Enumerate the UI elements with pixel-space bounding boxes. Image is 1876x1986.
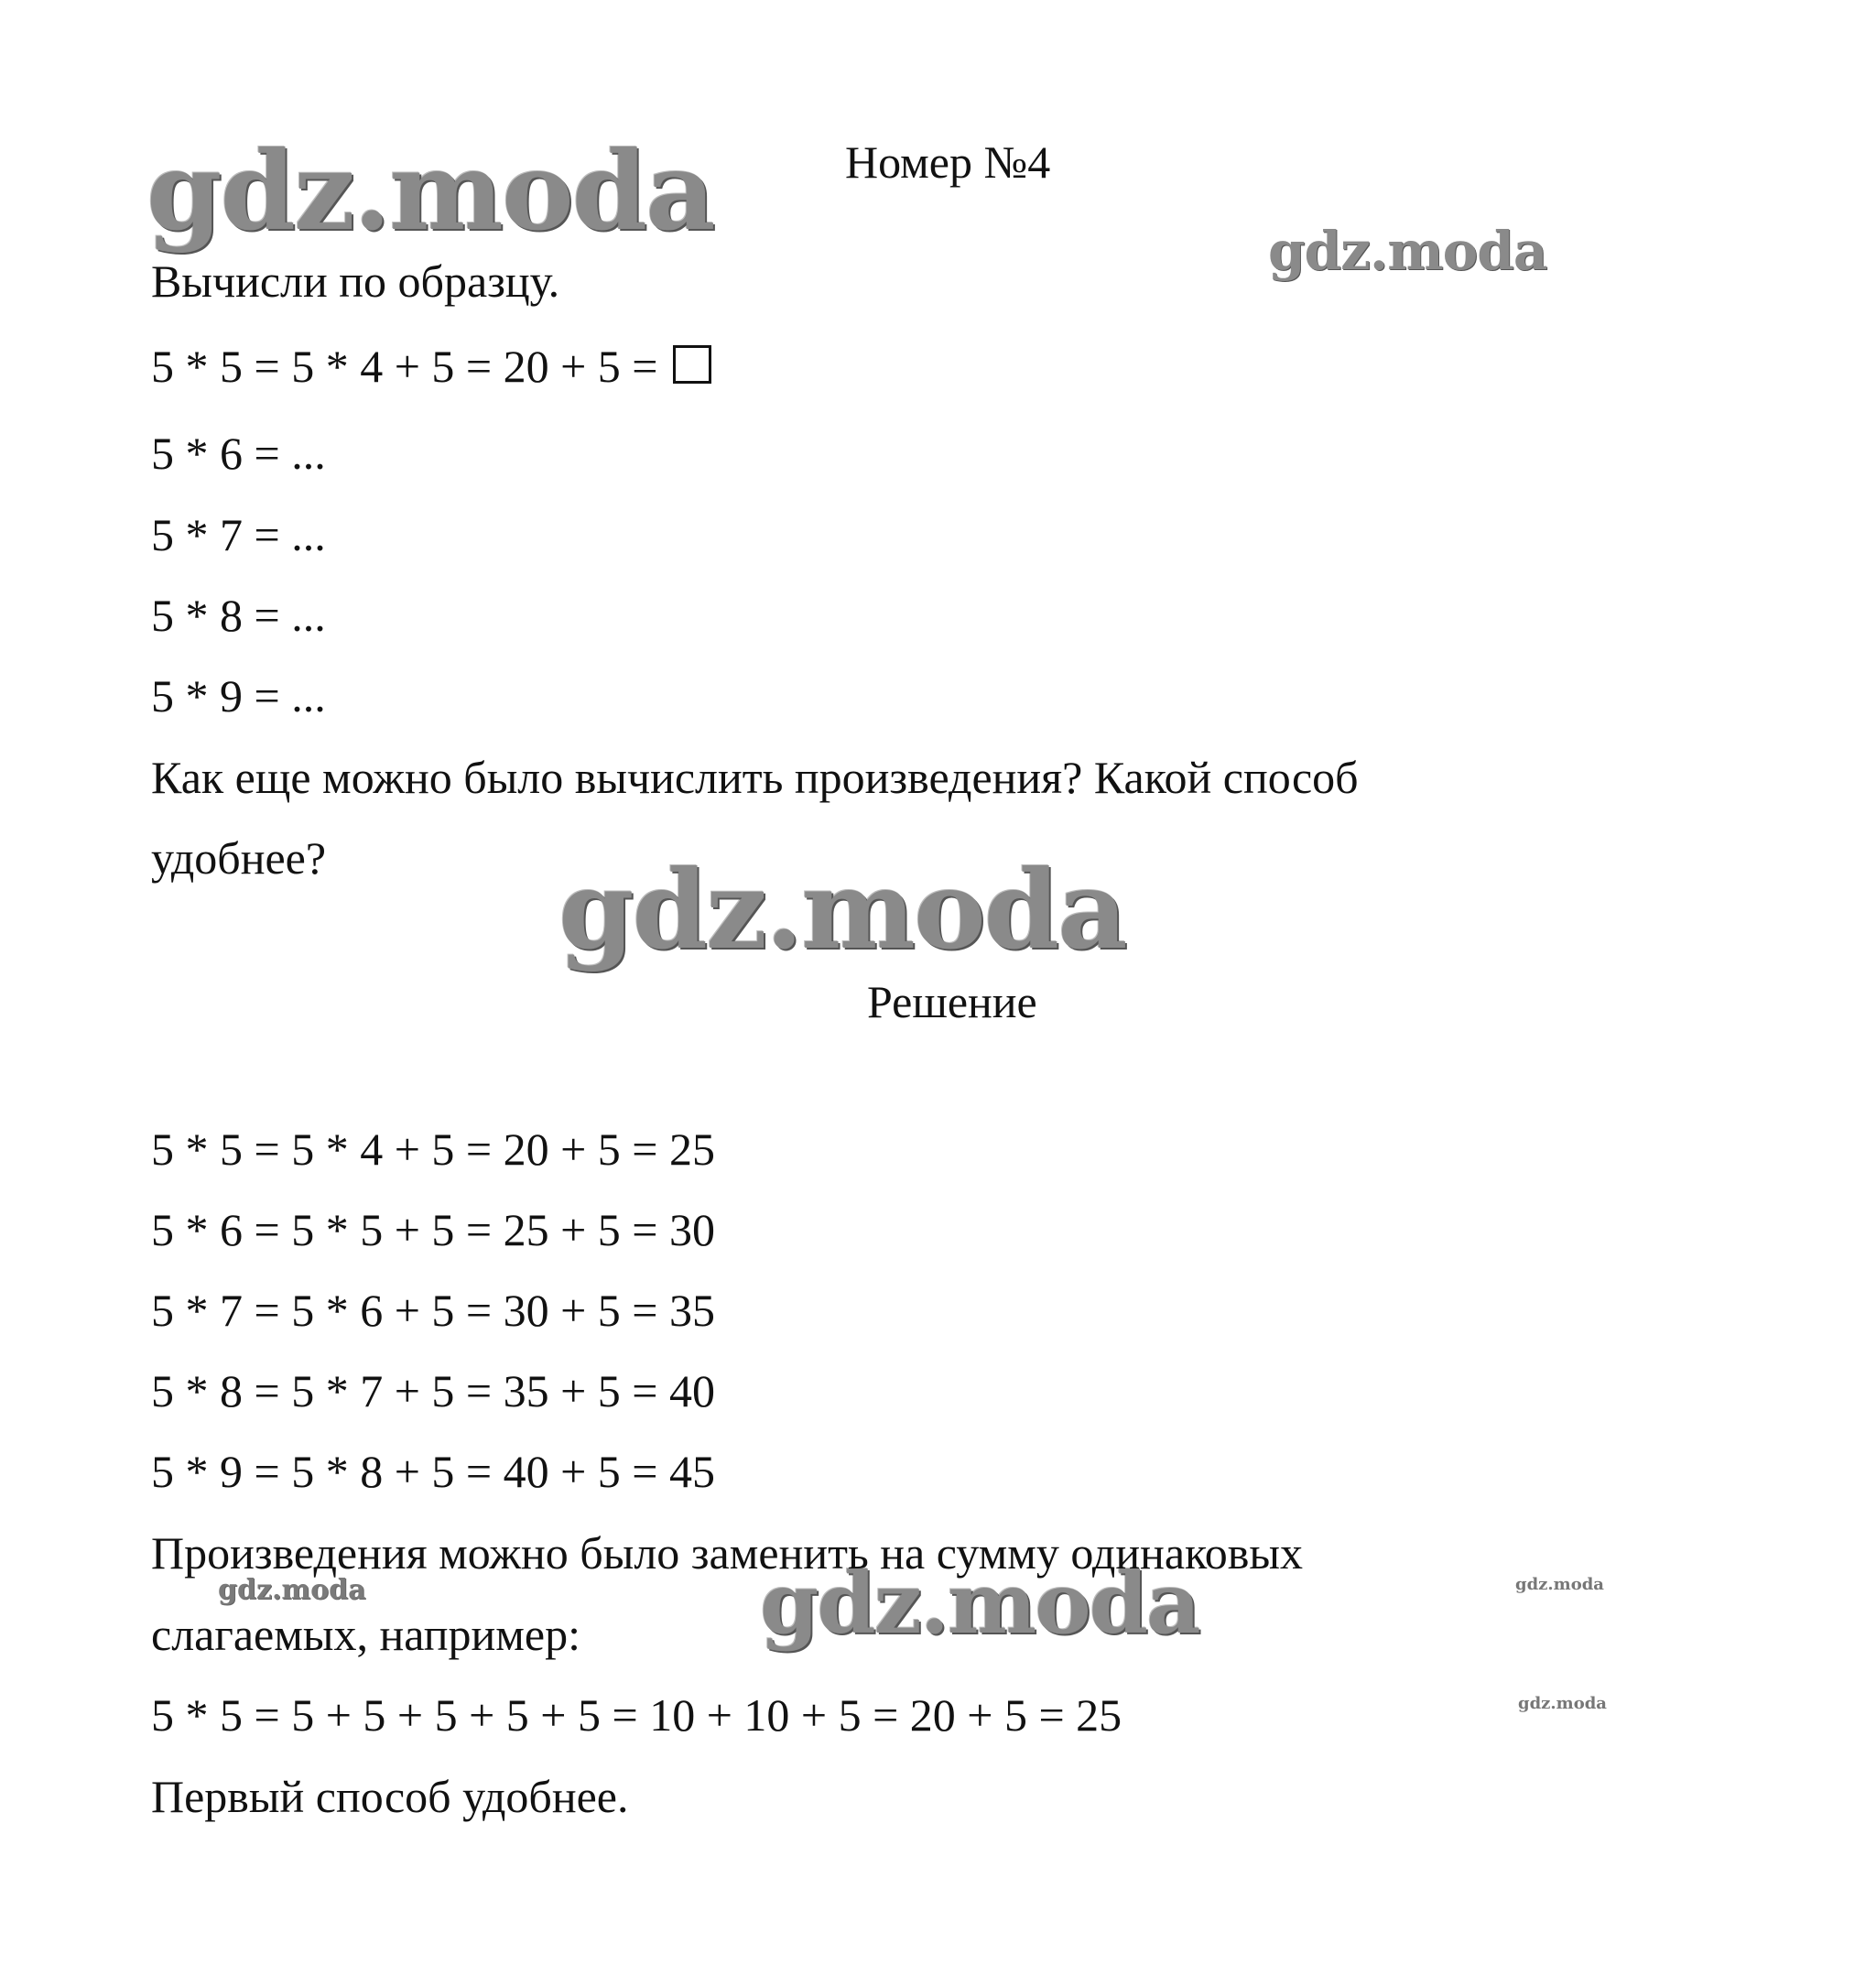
task-row: 5 * 9 = ...	[151, 670, 326, 722]
task-row: 5 * 7 = ...	[151, 509, 326, 560]
watermark-logo: gdz.moda	[1268, 220, 1547, 282]
solution-explanation: Произведения можно было заменить на сумму одинаковых	[151, 1527, 1304, 1579]
watermark-logo: gdz.moda	[1518, 1694, 1607, 1713]
answer-box	[673, 345, 711, 384]
page-title: Номер №4	[845, 136, 1051, 188]
solution-heading: Решение	[867, 976, 1037, 1027]
solution-row: 5 * 9 = 5 * 8 + 5 = 40 + 5 = 45	[151, 1446, 715, 1497]
watermark-logo: gdz.moda	[1515, 1575, 1604, 1594]
task-question: Как еще можно было вычислить произведения? Какой способ	[151, 752, 1359, 803]
task-question: удобнее?	[151, 832, 327, 884]
watermark-logo: gdz.moda	[146, 127, 714, 255]
watermark-logo: gdz.moda	[558, 846, 1126, 973]
solution-row: 5 * 8 = 5 * 7 + 5 = 35 + 5 = 40	[151, 1365, 715, 1416]
task-row: 5 * 8 = ...	[151, 590, 326, 641]
solution-sum-example: 5 * 5 = 5 + 5 + 5 + 5 + 5 = 10 + 10 + 5 = 20 + 5 = 25	[151, 1689, 1122, 1741]
task-instruction: Вычисли по образцу.	[151, 255, 560, 307]
task-example	[151, 341, 711, 392]
watermark-logo: gdz.moda	[218, 1574, 366, 1606]
solution-explanation: слагаемых, например:	[151, 1609, 580, 1660]
task-row: 5 * 6 = ...	[151, 428, 326, 479]
task-example-text: 5 * 5 = 5 * 4 + 5 = 20 + 5 =	[151, 341, 658, 392]
solution-conclusion: Первый способ удобнее.	[151, 1771, 629, 1822]
watermark-logo: gdz.moda	[760, 1554, 1199, 1653]
solution-row: 5 * 6 = 5 * 5 + 5 = 25 + 5 = 30	[151, 1204, 715, 1255]
solution-row: 5 * 5 = 5 * 4 + 5 = 20 + 5 = 25	[151, 1123, 715, 1175]
solution-row: 5 * 7 = 5 * 6 + 5 = 30 + 5 = 35	[151, 1285, 715, 1336]
